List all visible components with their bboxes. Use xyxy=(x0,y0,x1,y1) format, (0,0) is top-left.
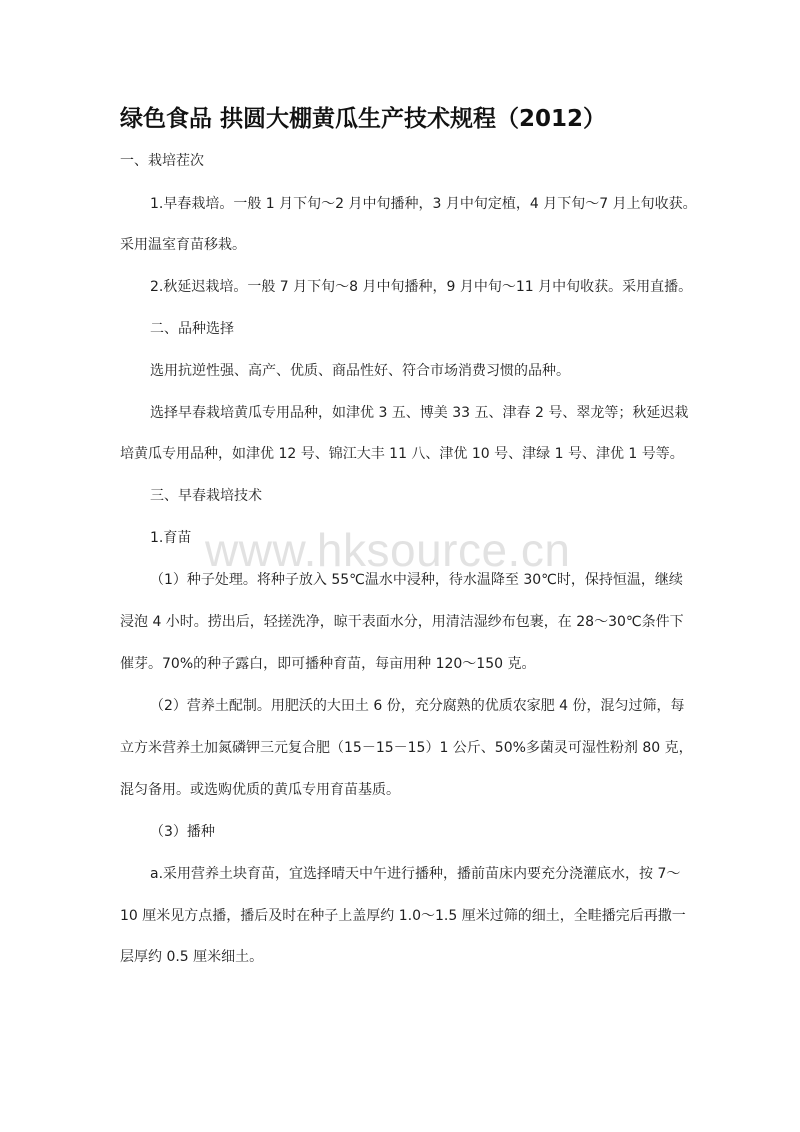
paragraph-line: 浸泡 4 小时。捞出后，轻搓洗净，晾干表面水分，用清洁湿纱布包裹，在 28～30℃条件下 xyxy=(120,614,684,630)
paragraph-line: 10 厘米见方点播，播后及时在种子上盖厚约 1.0～1.5 厘米过筛的细土，全畦播完后再撒一 xyxy=(120,908,686,924)
subsection-heading-sowing: （3）播种 xyxy=(150,824,215,840)
paragraph-line: 采用温室育苗移栽。 xyxy=(120,237,246,253)
document-title: 绿色食品 拱圆大棚黄瓜生产技术规程（2012） xyxy=(120,106,607,132)
paragraph-line: （2）营养土配制。用肥沃的大田土 6 份，充分腐熟的优质农家肥 4 份，混匀过筛，每 xyxy=(150,698,685,714)
paragraph-line: 选择早春栽培黄瓜专用品种，如津优 3 五、博美 33 五、津春 2 号、翠龙等；秋延迟栽 xyxy=(150,405,689,421)
paragraph-line: 选用抗逆性强、高产、优质、商品性好、符合市场消费习惯的品种。 xyxy=(150,363,570,379)
paragraph-line: 催芽。70%的种子露白，即可播种育苗，每亩用种 120～150 克。 xyxy=(120,656,536,672)
paragraph-line: 1.早春栽培。一般 1 月下旬～2 月中旬播种，3 月中旬定植，4 月下旬～7 月上旬收获。 xyxy=(150,196,697,212)
paragraph-line: 2.秋延迟栽培。一般 7 月下旬～8 月中旬播种，9 月中旬～11 月中旬收获。采用直播。 xyxy=(150,279,693,295)
subsection-heading-seedling: 1.育苗 xyxy=(150,530,192,546)
paragraph-line: （1）种子处理。将种子放入 55℃温水中浸种，待水温降至 30℃时，保持恒温，继续 xyxy=(150,572,683,588)
section-heading-cultivation-seasons: 一、栽培茬次 xyxy=(120,153,204,169)
paragraph-line: 培黄瓜专用品种，如津优 12 号、锦江大丰 11 八、津优 10 号、津绿 1 号、津优 1 号等。 xyxy=(120,446,684,462)
paragraph-line: 立方米营养土加氮磷钾三元复合肥（15－15－15）1 公斤、50%多菌灵可湿性粉剂 80 克， xyxy=(120,740,693,756)
section-heading-early-spring-techniques: 三、早春栽培技术 xyxy=(150,488,262,504)
section-heading-variety-selection: 二、品种选择 xyxy=(150,321,234,337)
paragraph-line: 层厚约 0.5 厘米细土。 xyxy=(120,949,264,965)
watermark: www.hksource.cn xyxy=(205,524,571,576)
paragraph-line: a.采用营养土块育苗，宜选择晴天中午进行播种，播前苗床内要充分浇灌底水，按 7～ xyxy=(150,866,681,882)
paragraph-line: 混匀备用。或选购优质的黄瓜专用育苗基质。 xyxy=(120,782,400,798)
